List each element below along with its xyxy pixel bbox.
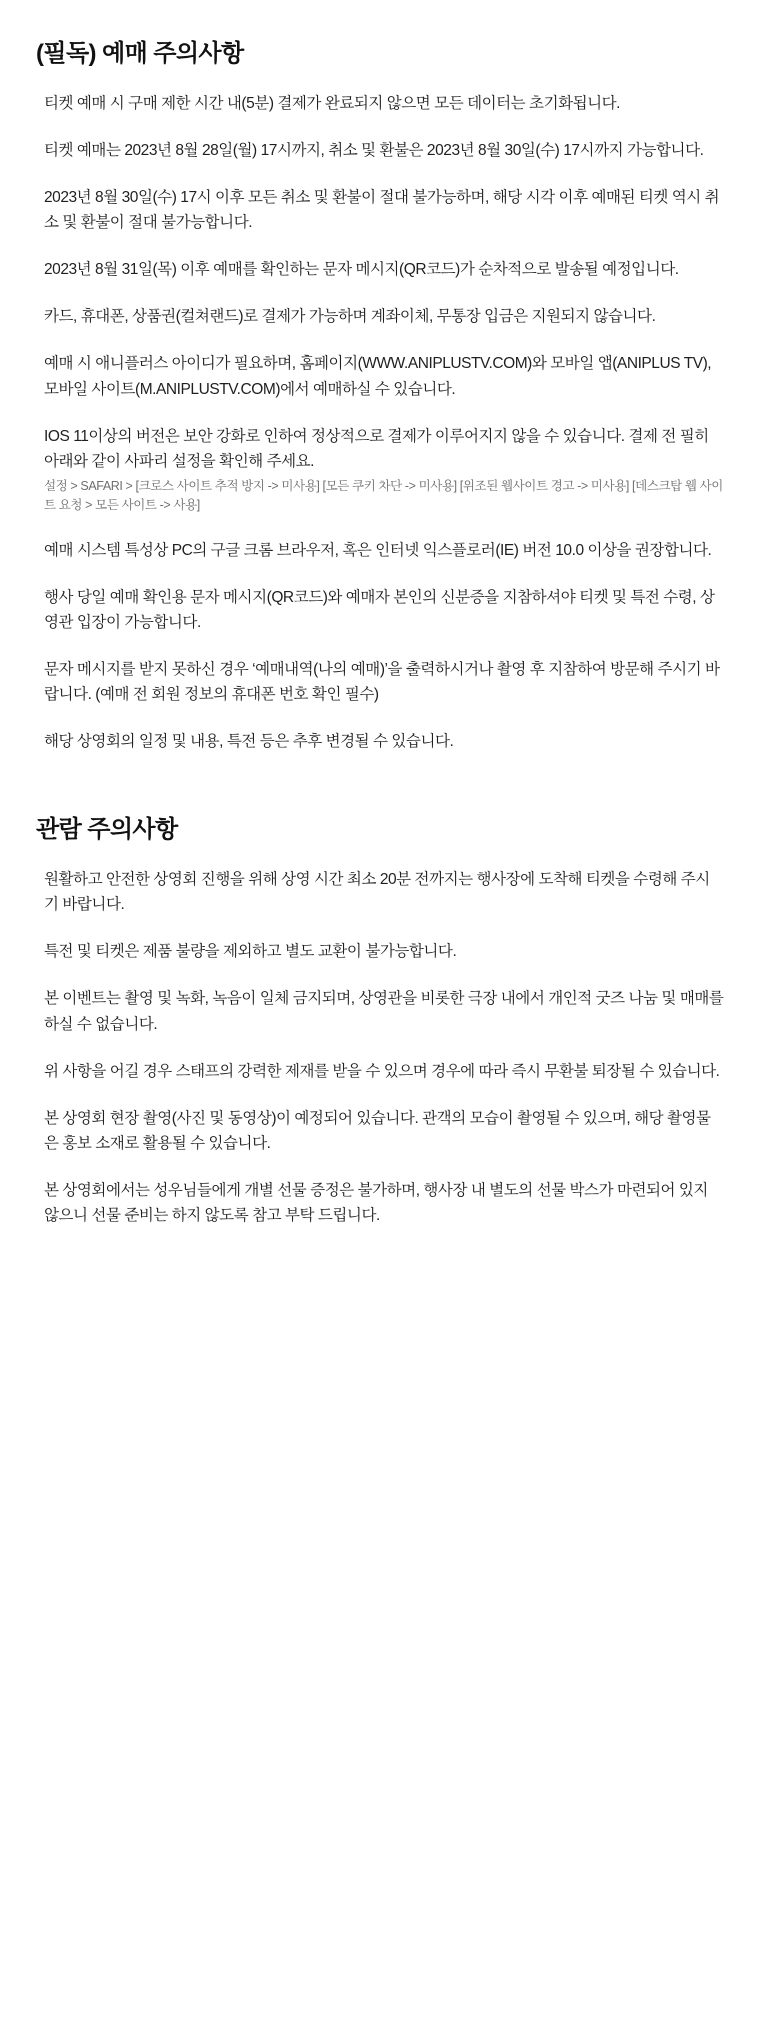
notice-text: IOS 11이상의 버전은 보안 강화로 인하여 정상적으로 결제가 이루어지지 않을 수 있습니다. 결제 전 필히 아래와 같이 사파리 설정을 확인해 주세요.	[44, 427, 709, 470]
list-item	[36, 304, 724, 329]
viewing-notice-list	[36, 867, 724, 1228]
page-title: (필독) 예매 주의사항	[36, 40, 244, 67]
notice-text: 위 사항을 어길 경우 스태프의 강력한 제재를 받을 수 있으며 경우에 따라 즉시 무환불 퇴장될 수 있습니다.	[44, 1062, 720, 1080]
notice-text: 티켓 예매 시 구매 제한 시간 내(5분) 결제가 완료되지 않으면 모든 데이터는 초기화됩니다.	[44, 94, 621, 112]
notice-text: 문자 메시지를 받지 못하신 경우 ‘예매내역(나의 예매)’을 출력하시거나 촬영 후 지참하여 방문해 주시기 바랍니다. (예매 전 회원 정보의 휴대폰 번호 확인 필수)	[44, 660, 720, 704]
notice-text: 본 상영회에서는 성우님들에게 개별 선물 증정은 불가하며, 행사장 내 별도의 선물 박스가 마련되어 있지 않으니 선물 준비는 하지 않도록 참고 부탁 드립니다.	[44, 1181, 708, 1225]
notice-text: 해당 상영회의 일정 및 내용, 특전 등은 추후 변경될 수 있습니다.	[44, 733, 454, 751]
notice-text: 예매 시스템 특성상 PC의 구글 크롬 브라우저, 혹은 인터넷 익스플로러(IE) 버전 10.0 이상을 권장합니다.	[44, 541, 712, 559]
safari-settings-note: 설정 > SAFARI > [크로스 사이트 추적 방지 -> 미사용] [모든 쿠키 차단 -> 미사용] [위조된 웹사이트 경고 -> 미사용] [데스크탑 웹 사이트 요청 > 모든 사이트 -> 사용]	[44, 478, 723, 513]
notice-text: 본 상영회 현장 촬영(사진 및 동영상)이 예정되어 있습니다. 관객의 모습이 촬영될 수 있으며, 해당 촬영물은 홍보 소재로 활용될 수 있습니다.	[44, 1109, 711, 1152]
list-item	[36, 185, 724, 235]
notice-text: 2023년 8월 30일(수) 17시 이후 모든 취소 및 환불이 절대 불가능하며, 해당 시각 이후 예매된 티켓 역시 취소 및 환불이 절대 불가능합니다.	[44, 189, 720, 232]
list-item	[36, 138, 724, 163]
viewing-notice-title: 관람 주의사항	[36, 816, 178, 844]
list-item	[36, 91, 724, 116]
notice-text: 본 이벤트는 촬영 및 녹화, 녹음이 일체 금지되며, 상영관을 비롯한 극장 내에서 개인적 굿즈 나눔 및 매매를 하실 수 없습니다.	[44, 990, 724, 1033]
list-item	[36, 939, 724, 964]
list-item	[36, 1059, 724, 1084]
list-item	[36, 585, 724, 635]
notice-text: 티켓 예매는 2023년 8월 28일(월) 17시까지, 취소 및 환불은 2023년 8월 30일(수) 17시까지 가능합니다.	[44, 141, 704, 159]
list-item	[36, 1178, 724, 1228]
notice-text: 행사 당일 예매 확인용 문자 메시지(QR코드)와 예매자 본인의 신분증을 지참하셔야 티켓 및 특전 수령, 상영관 입장이 가능합니다.	[44, 588, 715, 631]
notice-text: 원활하고 안전한 상영회 진행을 위해 상영 시간 최소 20분 전까지는 행사장에 도착해 티켓을 수령해 주시기 바랍니다.	[44, 871, 710, 914]
notice-text: 카드, 휴대폰, 상품권(컬쳐랜드)로 결제가 가능하며 계좌이체, 무통장 입금은 지원되지 않습니다.	[44, 308, 656, 326]
list-item	[36, 257, 724, 282]
list-item	[36, 729, 724, 754]
notice-text: 2023년 8월 31일(목) 이후 예매를 확인하는 문자 메시지(QR코드)가 순차적으로 발송될 예정입니다.	[44, 261, 679, 279]
list-item	[36, 538, 724, 563]
list-item	[36, 986, 724, 1036]
notice-text: 예매 시 애니플러스 아이디가 필요하며, 홈페이지(WWW.ANIPLUSTV.COM)와 모바일 앱(ANIPLUS TV), 모바일 사이트(M.ANIPLUSTV.COM)에서 예매하실 수 있습니다.	[44, 355, 712, 398]
booking-notice-list	[36, 91, 724, 755]
list-item	[36, 657, 724, 707]
list-item	[36, 424, 724, 516]
notice-text: 특전 및 티켓은 제품 불량을 제외하고 별도 교환이 불가능합니다.	[44, 943, 457, 961]
list-item	[36, 351, 724, 401]
list-item	[36, 867, 724, 917]
list-item	[36, 1106, 724, 1156]
